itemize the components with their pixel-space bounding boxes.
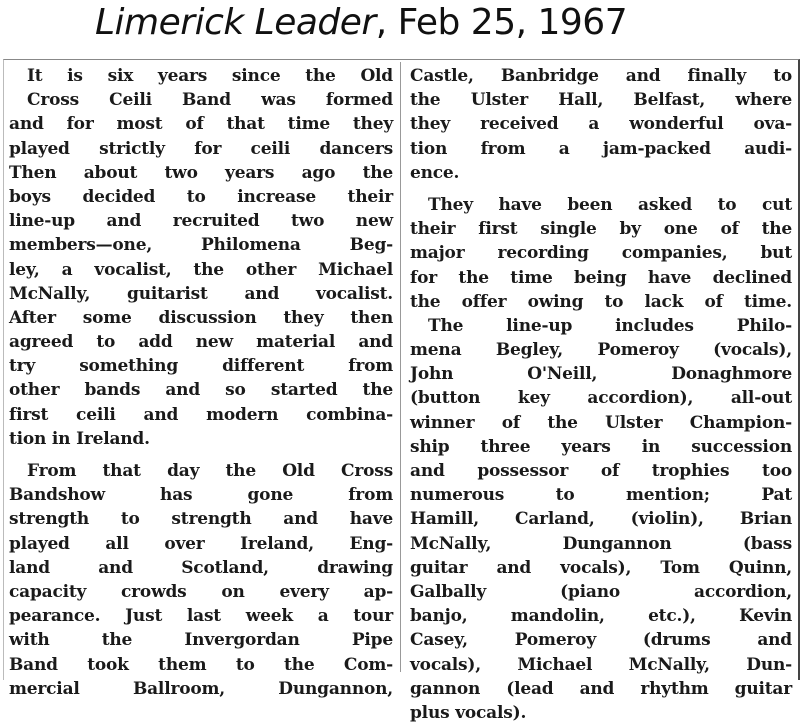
article-line: ship three years in succession <box>410 436 792 457</box>
article-line: The line-up includes Philo- <box>428 315 792 336</box>
article-line: winner of the Ulster Champion- <box>410 412 792 433</box>
article-line: capacity crowds on every ap- <box>9 581 393 602</box>
header <box>0 0 800 56</box>
article-line: plus vocals). <box>410 702 527 723</box>
paragraph-gap <box>410 185 792 193</box>
article-line: John O'Neill, Donaghmore <box>410 364 792 385</box>
article-line: they received a wonderful ova- <box>410 114 792 135</box>
article-line: (button key accordion), all-out <box>410 388 792 409</box>
article-line: boys decided to increase their <box>9 186 393 207</box>
article-line: first ceili and modern combina- <box>9 404 393 425</box>
newspaper-name: Limerick Leader <box>95 2 376 43</box>
article-line: McNally, Dungannon (bass <box>410 533 792 554</box>
article-line: land and Scotland, drawing <box>9 557 393 578</box>
article-line: the Ulster Hall, Belfast, where <box>410 90 792 111</box>
newspaper-clipping <box>0 56 800 723</box>
article-line: major recording companies, but <box>410 243 792 264</box>
article-line: and for most of that time they <box>9 114 393 135</box>
article-line: members—one, Philomena Beg- <box>9 235 393 256</box>
article-line: ley, a vocalist, the other Michael <box>9 259 393 280</box>
article-line: Then about two years ago the <box>9 162 393 183</box>
article-line: try something different from <box>9 356 393 377</box>
article-line: played all over Ireland, Eng- <box>9 533 393 554</box>
article-line: They have been asked to cut <box>428 194 792 215</box>
article-line: Hamill, Carland, (violin), Brian <box>410 509 792 530</box>
article-line: guitar and vocals), Tom Quinn, <box>410 557 792 578</box>
column-divider <box>400 62 401 672</box>
article-line: Cross Ceili Band was formed <box>27 90 393 111</box>
article-line: and possessor of trophies too <box>410 461 792 481</box>
article-line: Galbally (piano accordion, <box>410 581 792 602</box>
article-line: strength to strength and have <box>9 509 393 530</box>
publication-date: , Feb 25, 1967 <box>375 2 628 43</box>
paragraph-gap <box>9 451 393 459</box>
article-line: line-up and recruited two new <box>9 211 393 232</box>
article-line: It is six years since the Old <box>27 66 393 86</box>
article-line: Castle, Banbridge and finally to <box>410 66 792 86</box>
article-line: their first single by one of the <box>410 219 792 240</box>
clipping-caption <box>95 2 627 43</box>
article-line: for the time being have declined <box>410 267 792 288</box>
article-line: the offer owing to lack of time. <box>410 291 792 312</box>
article-line: banjo, mandolin, etc.), Kevin <box>410 606 792 627</box>
article-line: numerous to mention; Pat <box>410 485 792 506</box>
article-line: mena Begley, Pomeroy (vocals), <box>410 340 792 361</box>
article-line: other bands and so started the <box>9 380 393 401</box>
article-line: with the Invergordan Pipe <box>9 630 393 651</box>
article-line: After some discussion they then <box>9 307 393 328</box>
article-line: Band took them to the Com- <box>9 654 393 675</box>
article-line: Casey, Pomeroy (drums and <box>410 630 792 651</box>
article-line: tion from a jam-packed audi- <box>410 138 792 159</box>
article-line: agreed to add new material and <box>9 332 393 353</box>
article-line: Bandshow has gone from <box>9 485 393 506</box>
article-line: McNally, guitarist and vocalist. <box>9 283 393 304</box>
article-column-right <box>410 64 792 725</box>
article-line: vocals), Michael McNally, Dun- <box>410 654 792 675</box>
article-line: pearance. Just last week a tour <box>9 606 393 627</box>
article-line: tion in Ireland. <box>9 428 150 449</box>
article-line: From that day the Old Cross <box>27 461 393 481</box>
article-line: played strictly for ceili dancers <box>9 138 393 159</box>
article-line: ence. <box>410 162 460 183</box>
article-line: gannon (lead and rhythm guitar <box>410 678 792 699</box>
article-line: mercial Ballroom, Dungannon, <box>9 678 393 699</box>
article-column-left <box>9 64 393 701</box>
